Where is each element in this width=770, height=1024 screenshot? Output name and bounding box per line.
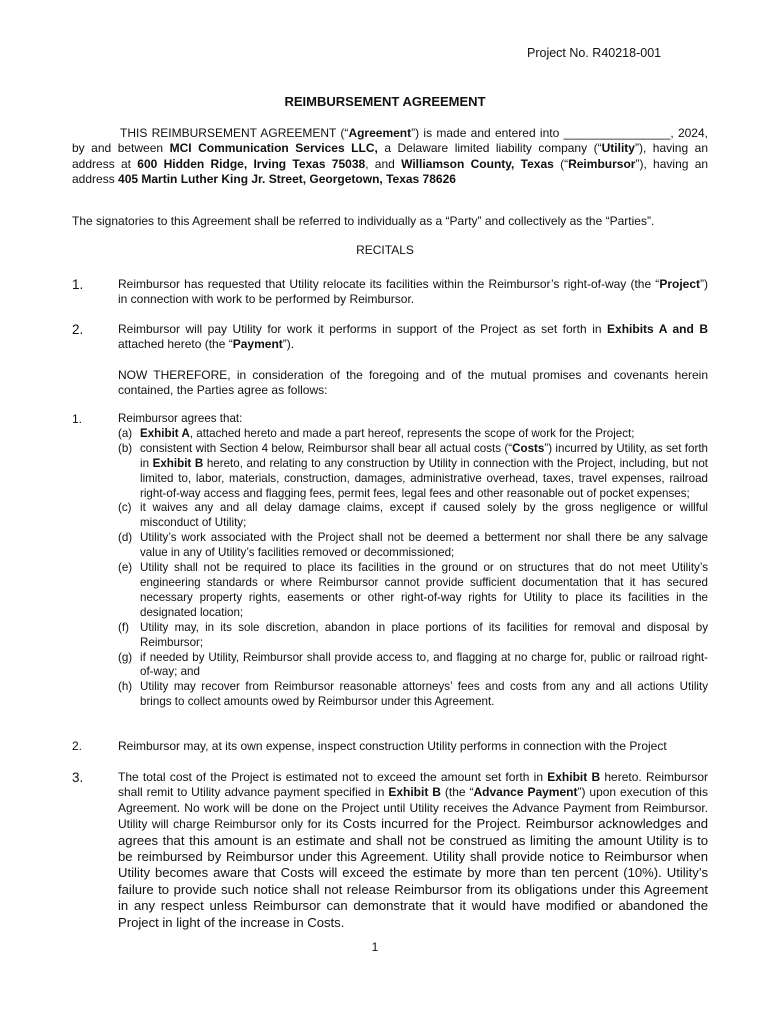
list-item: (d) Utility’s work associated with the Project shall not be deemed a betterment nor shall there be any salvage value in any of Utility’s facilities removed or decommissioned; bbox=[118, 531, 708, 560]
section-3-number: 3. bbox=[72, 770, 84, 785]
list-item: (a) Exhibit A, attached hereto and made a part hereof, represents the scope of work for the Project; bbox=[118, 426, 635, 440]
recitals-heading: RECITALS bbox=[356, 243, 414, 257]
signatories-paragraph: The signatories to this Agreement shall be referred to individually as a “Party” and collectively as the “Parties”. bbox=[72, 214, 655, 228]
list-item: (h) Utility may recover from Reimbursor reasonable attorneys’ fees and costs from any and all actions Utility brings to collect amounts owed by Reimbursor under this Agreement. bbox=[118, 680, 708, 709]
recital-1-number: 1. bbox=[72, 277, 84, 292]
section-2-number: 2. bbox=[72, 739, 83, 753]
list-item: (f) Utility may, in its sole discretion, abandon in place portions of its facilities for removal and disposal by Reimbursor; bbox=[118, 620, 708, 649]
section-2-text: Reimbursor may, at its own expense, inspect construction Utility performs in connection with the Project bbox=[118, 739, 667, 753]
intro-paragraph: THIS REIMBURSEMENT AGREEMENT (“Agreement”) is made and entered into ________________, 2024, by and between MCI Communication Services LLC, a Delaware limited liability company (“Utility”), having an address at 600 Hidden Ridge, Irving Texas 75038, and Williamson County, Texas (“Reimbursor”), having an address 405 Martin Luther King Jr. Street, Georgetown, Texas 78626 bbox=[72, 126, 709, 187]
section-3-text: The total cost of the Project is estimated not to exceed the amount set forth in Exhibit B hereto. Reimbursor shall remit to Utility advance payment specified in Exhibit B (the “Advance Payment”) upon execution of this Agreement. No work will be done on the Project until Utility receives the Advance Payment from Reimbursor. Utility will charge Reimbursor only for its Costs incurred for the Project. Reimbursor acknowledges and agrees that this amount is an estimate and shall not be construed as limiting the amount Utility is to be reimbursed by Reimbursor under this Agreement. Utility shall provide notice to Reimbursor when Utility becomes aware that Costs will exceed the estimate by more than ten percent (10%). Utility’s failure to provide such notice shall not release Reimbursor from its obligations under this Agreement in any respect unless Reimbursor can demonstrate that it would have modified or abandoned the Project in light of the increase in Costs. bbox=[118, 770, 709, 930]
section-1-number: 1. bbox=[72, 412, 83, 426]
section-1-list bbox=[118, 412, 708, 710]
recital-2-text: Reimbursor will pay Utility for work it performs in support of the Project as set forth in Exhibits A and B attached hereto (the “Payment”). bbox=[118, 322, 709, 352]
section-1-lead: Reimbursor agrees that: bbox=[118, 412, 243, 425]
page-title: REIMBURSEMENT AGREEMENT bbox=[284, 94, 486, 109]
list-item: (g) if needed by Utility, Reimbursor shall provide access to, and flagging at no charge for, public or railroad right-of-way; and bbox=[118, 650, 708, 679]
page-number: 1 bbox=[371, 940, 379, 954]
project-number: Project No. R40218-001 bbox=[527, 46, 662, 60]
list-item: (c) it waives any and all delay damage claims, except if caused solely by the gross negligence or willful misconduct of Utility; bbox=[118, 501, 708, 530]
recital-2-number: 2. bbox=[72, 322, 84, 337]
list-item: (b) consistent with Section 4 below, Reimbursor shall bear all actual costs (“Costs”) incurred by Utility, as set forth in Exhibit B hereto, and relating to any construction by Utility in connection with the Project, including, but not limited to, labor, materials, construction, damages, administrative overhead, taxes, travel expenses, railroad right-of-way access and flagging fees, permit fees, legal fees and other reasonable out of pocket expenses; bbox=[118, 441, 708, 500]
now-therefore-paragraph: NOW THEREFORE, in consideration of the foregoing and of the mutual promises and covenants herein contained, the Parties agree as follows: bbox=[118, 368, 708, 398]
recital-1-text: Reimbursor has requested that Utility relocate its facilities within the Reimbursor’s right-of-way (the “Project”) in connection with work to be performed by Reimbursor. bbox=[118, 277, 708, 307]
list-item: (e) Utility shall not be required to place its facilities in the ground or on structures that do not meet Utility’s engineering standards or where Reimbursor cannot provide sufficient documentation that it has secured necessary property rights, easements or other right-of-way rights for Utility to place its facilities in the designated location; bbox=[118, 561, 708, 619]
